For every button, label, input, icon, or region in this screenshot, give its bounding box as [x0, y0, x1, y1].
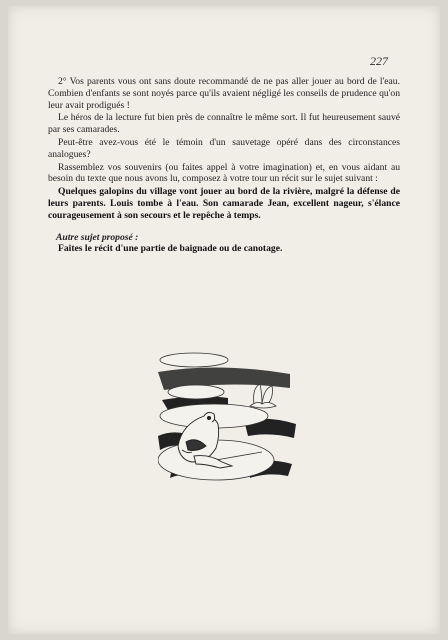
- frog-on-lily-pad-illustration: [158, 344, 298, 494]
- page-number: 227: [370, 54, 388, 68]
- other-subject-heading: Autre sujet proposé :: [56, 231, 139, 243]
- lily-pad: [168, 385, 224, 399]
- essay-subject: Quelques galopins du village vont jouer au bord de la rivière, malgré la défense de leurs parents. Louis tombe à l'eau. Son camarade Jean, excellent nageur, s'élance courageusement à son secours et le repêche à temps.: [48, 186, 400, 221]
- book-page: [8, 6, 440, 634]
- paragraph: 2° Vos parents vous ont sans doute recommandé de ne pas aller jouer au bord de l'eau. Combien d'enfants se sont noyés parce qu'ils avaient négligé les conseils de prudence qu'on leur avait prodigués !: [48, 76, 400, 111]
- other-subject: Faites le récit d'une partie de baignade ou de canotage.: [58, 243, 283, 255]
- water-lily-flower: [250, 384, 276, 408]
- lily-pad: [160, 353, 228, 367]
- paragraph: Peut-être avez-vous été le témoin d'un sauvetage opéré dans des circonstances analogues?: [48, 136, 400, 160]
- paragraph: Rassemblez vos souvenirs (ou faites appel à votre imagination) et, en vous aidant au besoin du texte que nous avons lu, composez à votre tour un récit sur le sujet suivant :: [48, 161, 400, 185]
- body-text: [48, 76, 400, 255]
- paragraph: Le héros de la lecture fut bien près de connaître le même sort. Il fut heureusement sauvé par ses camarades.: [48, 112, 400, 136]
